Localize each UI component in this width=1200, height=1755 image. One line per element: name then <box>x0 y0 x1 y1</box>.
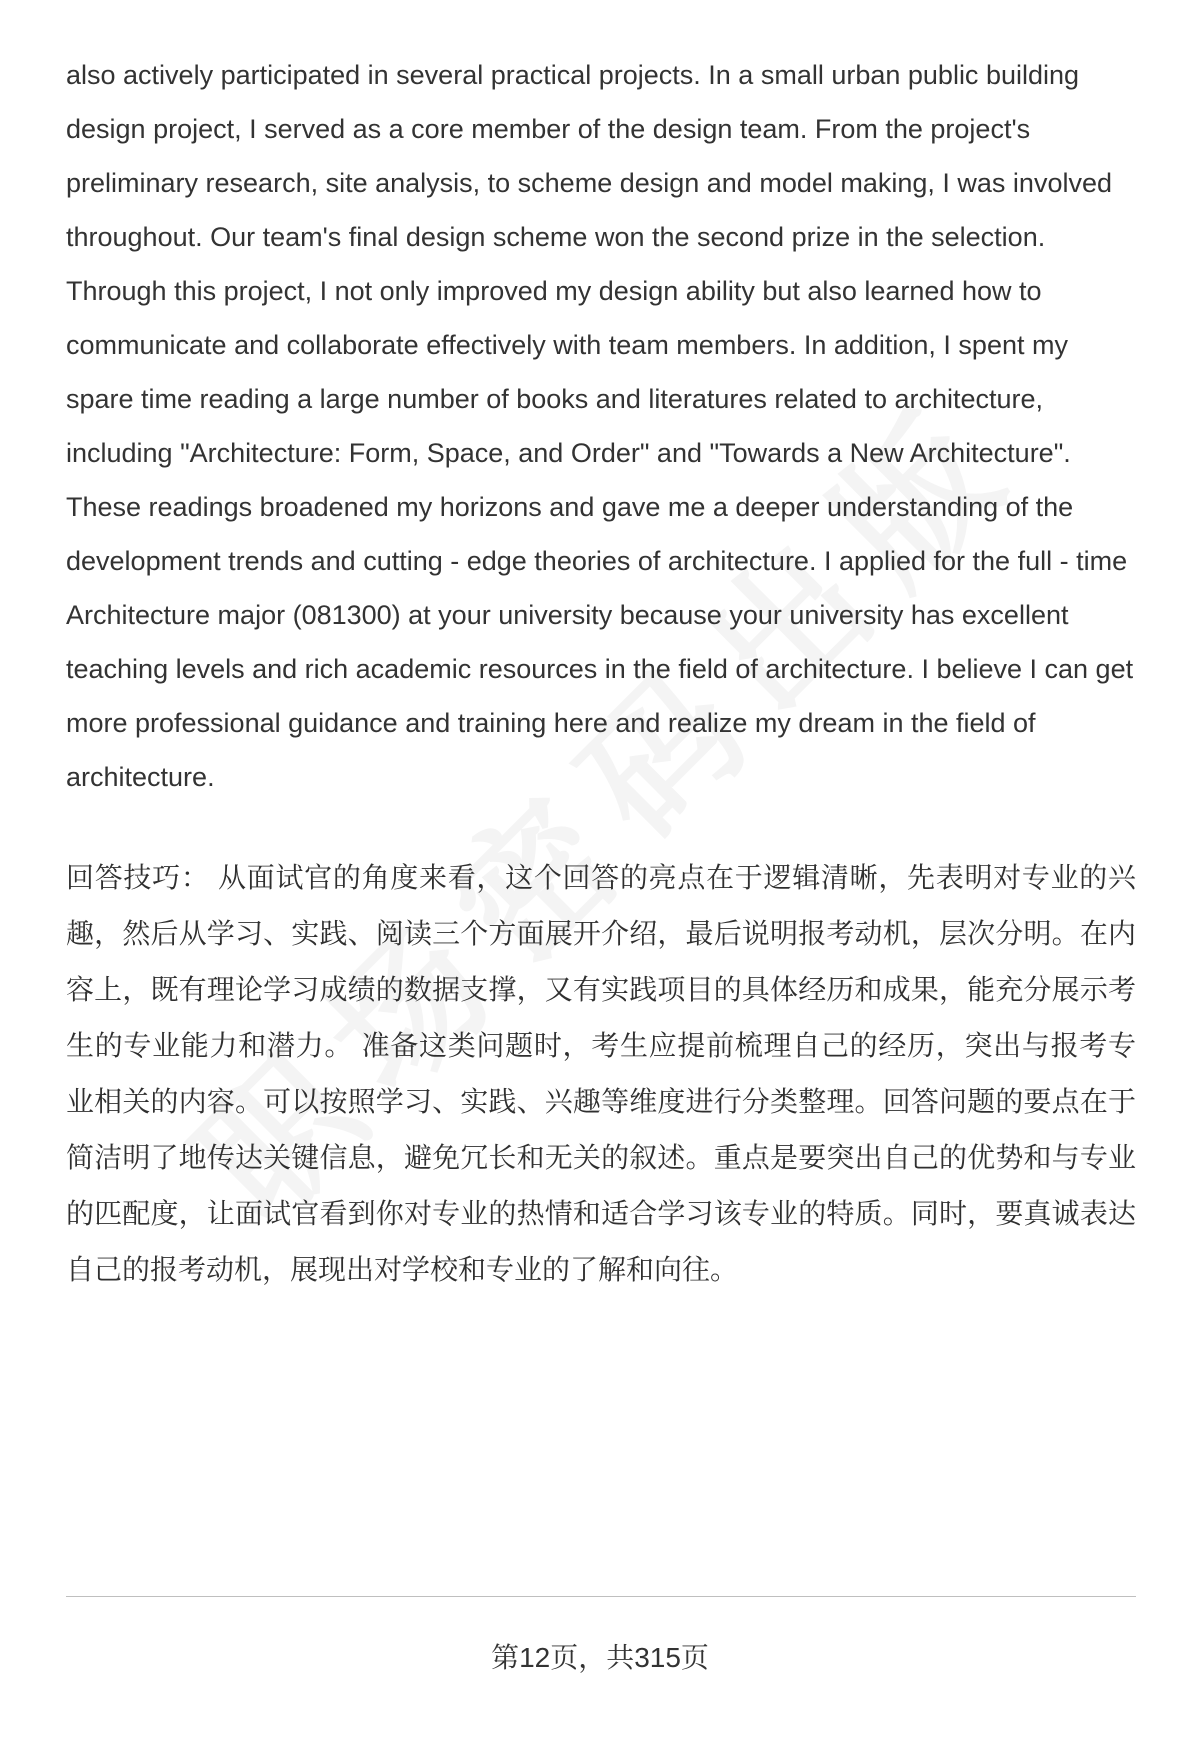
paragraph-chinese-answer-tips: 回答技巧： 从面试官的角度来看，这个回答的亮点在于逻辑清晰，先表明对专业的兴趣，然后从学习、实践、阅读三个方面展开介绍，最后说明报考动机，层次分明。在内容上，既有理论学习成绩的数据支撑，又有实践项目的具体经历和成果，能充分展示考生的专业能力和潜力。 准备这类问题时，考生应提前梳理自己的经历，突出与报考专业相关的内容。可以按照学习、实践、兴趣等维度进行分类整理。回答问题的要点在于简洁明了地传达关键信息，避免冗长和无关的叙述。重点是要突出自己的优势和与专业的匹配度，让面试官看到你对专业的热情和适合学习该专业的特质。同时，要真诚表达自己的报考动机，展现出对学校和专业的了解和向往。 <box>66 862 1136 1285</box>
paragraph-english: also actively participated in several practical projects. In a small urban public building design project, I served as a core member of the design team. From the project's preliminary research, site analysis, to scheme design and model making, I was involved throughout. Our team's final design scheme won the second prize in the selection. Through this project, I not only improved my design ability but also learned how to communicate and collaborate effectively with team members. In addition, I spent my spare time reading a large number of books and literatures related to architecture, including "Architecture: Form, Space, and Order" and "Towards a New Architecture". These readings broadened my horizons and gave me a deeper understanding of the development trends and cutting - edge theories of architecture. I applied for the full - time Architecture major (081300) at your university because your university has excellent teaching levels and rich academic resources in the field of architecture. I believe I can get more professional guidance and training here and realize my dream in the field of architecture. <box>66 60 1134 792</box>
page-content <box>66 48 1136 1298</box>
footer-divider <box>66 1596 1136 1597</box>
page-number: 第12页，共315页 <box>491 1642 709 1673</box>
